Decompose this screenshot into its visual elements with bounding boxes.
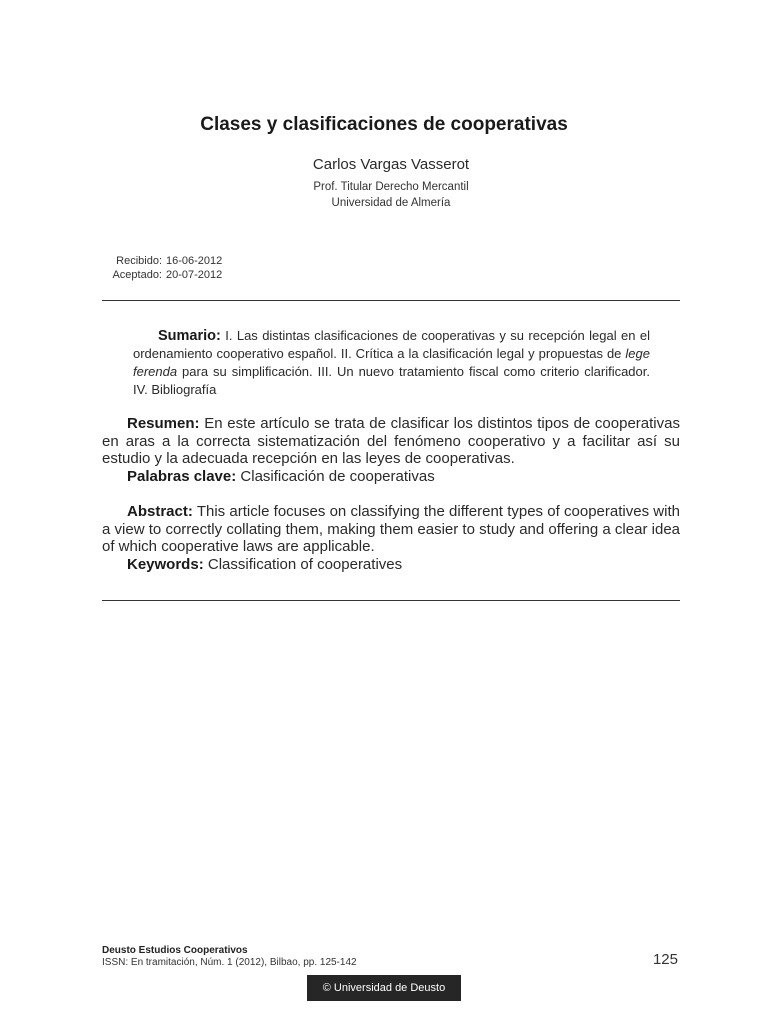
received-label: Recibido: [116, 255, 162, 267]
issn-line: ISSN: En tramitación, Núm. 1 (2012), Bilbao, pp. 125-142 [102, 957, 357, 968]
keywords-text: Classification of cooperatives [207, 555, 403, 573]
sumario-text-continued: para su simplificación. III. Un nuevo tratamiento fiscal como criterio clarificador. IV. Bibliografía [133, 364, 650, 397]
author-name: Carlos Vargas Vasserot [312, 156, 470, 173]
palabras-clave-text: Clasificación de cooperativas [240, 467, 435, 485]
abstract-paragraph [102, 503, 680, 556]
keywords-label: Keywords: [127, 555, 204, 573]
author-position: Prof. Titular Derecho Mercantil [313, 181, 469, 193]
palabras-clave-paragraph [102, 468, 680, 486]
palabras-clave-label: Palabras clave: [127, 467, 237, 485]
sumario-italic-term: lege ferenda [133, 346, 650, 379]
resumen-section [102, 415, 680, 485]
sumario-text: I. Las distintas clasificaciones de cooperativas y su recepción legal en el ordenamiento cooperativo español. II. Crítica a la clasificación legal y propuestas de [133, 328, 650, 361]
sumario-label: Sumario: [158, 328, 221, 344]
abstract-text: This article focuses on classifying the different types of cooperatives with a view to correctly collating them, making them easier to study and offering a clear idea of which cooperative laws are applicable. [102, 503, 680, 555]
bottom-divider [102, 600, 680, 601]
submission-dates [102, 254, 222, 282]
received-date: 16-06-2012 [166, 255, 223, 267]
resumen-label: Resumen: [127, 415, 200, 432]
keywords-paragraph [102, 556, 680, 574]
abstract-section [102, 503, 680, 573]
journal-name: Deusto Estudios Cooperativos [102, 945, 248, 956]
copyright-badge: © Universidad de Deusto [307, 975, 461, 1001]
resumen-paragraph [102, 415, 680, 468]
resumen-text: En este artículo se trata de clasificar los distintos tipos de cooperativas en aras a la correcta sistematización del fenómeno cooperativo y a facilitar así su estudio y la adecuada recepción en las leyes de cooperativas. [102, 415, 680, 467]
article-title: Clases y clasificaciones de cooperativas [200, 114, 568, 135]
page-number: 125 [652, 951, 678, 968]
abstract-label: Abstract: [127, 503, 193, 520]
accepted-date: 20-07-2012 [166, 269, 223, 281]
accepted-label: Aceptado: [112, 269, 162, 281]
sumario-section [133, 327, 650, 399]
author-institution: Universidad de Almería [331, 197, 451, 209]
top-divider [102, 300, 680, 301]
